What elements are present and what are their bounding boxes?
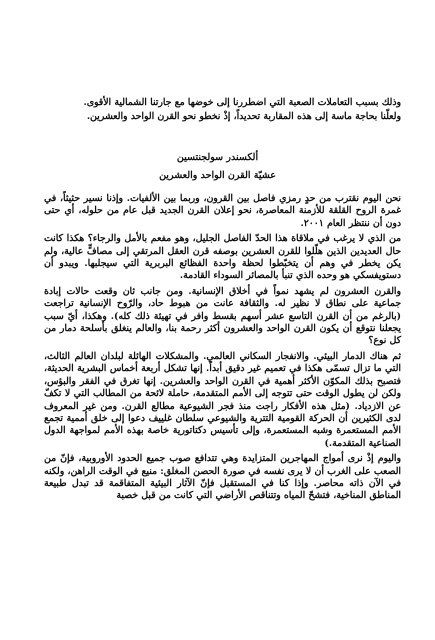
chapter-title: عشيّة القرن الواحد والعشرين xyxy=(159,170,276,181)
paragraph: نحن اليوم نقترب من حدٍ رمزي فاصل بين القرون، وربما بين الألفيات. وإذنا نسير حثيثاً، في غمرة الروح القلقة للأزمنة المعاصرة، نحو إعلان القرن الجديد قبل عام من حلوله، أي حتى دون أن ننتظر العام ٢٠٠١. xyxy=(44,193,401,229)
intro-paragraph xyxy=(44,97,401,126)
paragraph: ثم هناك الدمار البيئي. والانفجار السكاني العالمي. والمشكلات الهائلة لبلدان العالم الثالث، التي ما تزال تسمّى هكذا في تعميم غير دقيق أبداً. إنها تشكل أربعة أخماس البشرية الحديثة، فتصبح بذلك المكوّن الأكثر أهمية في القرن الواحد والعشرين. إنها تغرق في الفقر والبؤس، ولكن لن يطول الوقت حتى تتوجه إلى الأمم المتقدمة، حاملة لائحة من المطالب التي لا تكفّ عن الازدياد. (مثل هذه الأفكار راجت منذ فجر الشيوعية مطالع القرن. ومن غير المعروف لدى الكثيرين أن الحركة القومية التترية والشيوعي سلطان غلييف دعوا إلى خلق أممية تجمع الأمم المستعمرة وشبه المستعمرة، وإلى تأسيس دكتاتورية خاصة بهذه الأمم لمواجهة الدول الصناعية المتقدمة.) xyxy=(44,350,401,449)
paragraph: من الذي لا يرغب في ملاقاة هذا الحدّ الفاصل الجليل، وهو مفعم بالأمل والرجاء؟ هكذا كانت حال العديدين الذين هلّلوا للقرن العشرين بوصفه قرن العقل المرتقي إلى مصافٍّ عالية، ولم يكن يخطر في وهم أن يتخبّطوا لحظة واحدة الفظائع البربرية التي سيجلبها. ويبدو أن دستويفسكي هو وحده الذي تنبأ بالمصائر السوداء القادمة. xyxy=(44,233,401,282)
paragraph: واليوم إذْ نرى أمواج المهاجرين المتزايدة وهي تتدافع صوب جميع الحدود الأوروبية، فإنّ من الصعب على الغرب أن لا يرى نفسه في صورة الحصن المغلق: منيع في الوقت الراهن، ولكنه في الآن ذاته محاصر. وإذا كنا في المستقبل فإنّ الآثار البيئية المتفاقمة قد تبدل طبيعة المناطق المناخية، فتشحّ المياه وتتناقص الأراضي التي كانت من قبل خصبة xyxy=(44,453,401,502)
author-name: ألكسندر سولجنتسين xyxy=(176,152,259,163)
intro-line-2: ولعلّنا بحاجة ماسة إلى هذه المقاربة تحديداً، إذْ نخطو نحو القرن الواحد والعشرين. xyxy=(86,111,401,123)
paragraph: والقرن العشرون لم يشهد نمواً في أخلاق الإنسانية. ومن جانب ثان وقعت حالات إبادة جماعية على نطاق لا نظير له. والثقافة عانت من هبوط حاد، والرّوح الإنسانية تراجعت (بالرغم من أن القرن التاسع عشر أسهم بقسط وافر في تهيئة ذلك كله). وهكذا، أيّ سبب يجعلنا نتوقع أن يكون القرن الواحد والعشرون أكثر رحمة بنا، والعالم ينغلق بأسلحة دمار من كل نوع؟ xyxy=(44,285,401,347)
intro-line-1: وذلك بسبب التعاملات الصعبة التي اضطررنا إلى خوضها مع جارتنا الشمالية الأقوى. xyxy=(83,97,401,108)
body-text xyxy=(44,193,401,506)
